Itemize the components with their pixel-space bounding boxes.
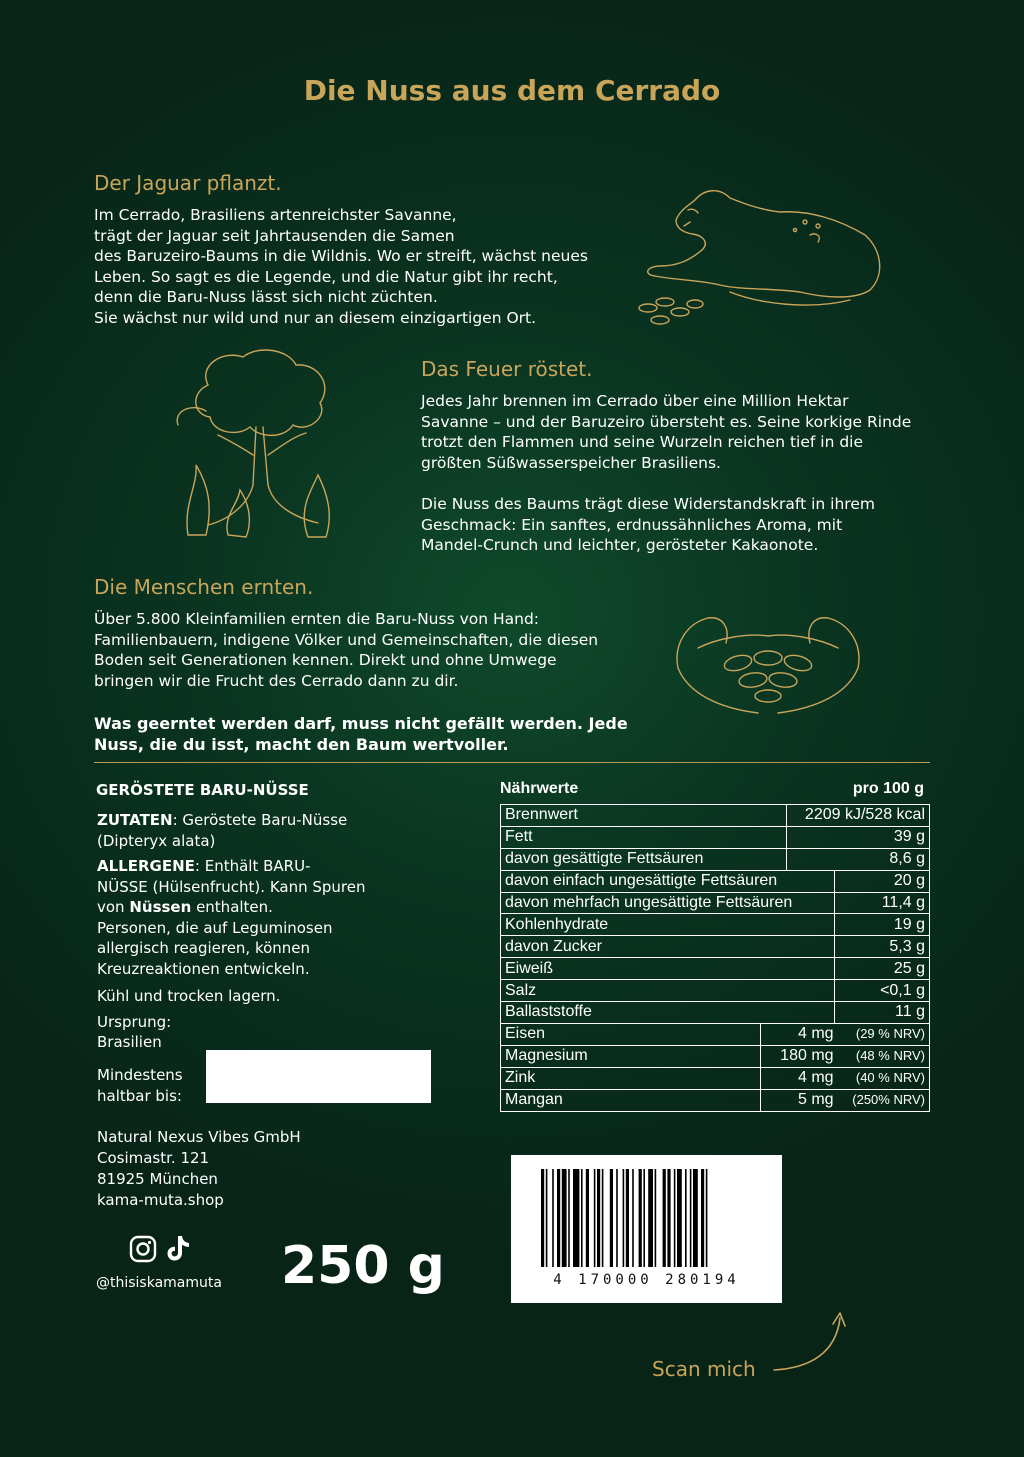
mineral-value: 4 mg (761, 1024, 838, 1046)
instagram-icon[interactable] (129, 1235, 157, 1263)
section-text-fire: Jedes Jahr brennen im Cerrado über eine Million Hektar Savanne – und der Baruzeiro übersteht es. Seine korkige Rinde trotzt den Flammen und seine Wurzeln reichen tief in die größten Süßwasserspeicher Brasiliens. (421, 392, 912, 472)
net-weight: 250 g (281, 1236, 445, 1296)
barcode-bar (706, 1169, 708, 1267)
tagline: Was geerntet werden darf, muss nicht gefällt werden. Jede Nuss, die du isst, macht den Baum wertvoller. (94, 714, 628, 754)
nutrient-value: 5,3 g (835, 936, 930, 958)
table-row (501, 958, 930, 980)
bestbefore-box (206, 1050, 431, 1103)
table-row (501, 914, 930, 936)
table-row (501, 936, 930, 958)
mineral-value: 4 mg (761, 1067, 838, 1089)
barcode-bar (562, 1169, 567, 1267)
barcode-bar (594, 1169, 596, 1267)
social-handle: @thisiskamamuta (96, 1275, 222, 1291)
tree-fire-illustration (168, 345, 348, 545)
barcode-bar (610, 1169, 613, 1267)
company-name: Natural Nexus Vibes GmbH (97, 1128, 301, 1146)
nutrient-label: Fett (501, 826, 787, 848)
nutrient-value: <0,1 g (835, 980, 930, 1002)
section-divider (94, 762, 930, 763)
allergens-text-3b: enthalten. (191, 898, 273, 916)
allergens-text-3a: von (97, 898, 130, 916)
nutrient-label: Ballaststoffe (501, 1002, 835, 1024)
nutrient-label: davon Zucker (501, 936, 835, 958)
table-row (501, 826, 930, 848)
nutrient-label: Kohlenhydrate (501, 914, 835, 936)
allergens-text-1: : Enthält BARU- (194, 857, 311, 875)
barcode-bar (690, 1169, 692, 1267)
mineral-nrv: (40 % NRV) (838, 1067, 930, 1089)
barcode-bar (685, 1169, 687, 1267)
barcode-bar (541, 1169, 544, 1267)
barcode-bar (655, 1169, 657, 1267)
table-row (501, 1024, 930, 1046)
barcode-bar (639, 1169, 642, 1267)
company-website[interactable]: kama-muta.shop (97, 1191, 224, 1209)
mineral-label: Zink (501, 1067, 761, 1089)
nutrient-label: Eiweiß (501, 958, 835, 980)
origin-value: Brasilien (97, 1033, 162, 1051)
table-row (501, 1067, 930, 1089)
allergens-block (97, 856, 417, 979)
mineral-value: 180 mg (761, 1045, 838, 1067)
product-name: GERÖSTETE BARU-NÜSSE (96, 781, 309, 799)
barcode-bar (616, 1169, 618, 1267)
section-heading-people: Die Menschen ernten. (94, 575, 314, 599)
ingredients-latin: (Dipteryx alata) (97, 831, 216, 850)
origin-label: Ursprung: (97, 1013, 172, 1031)
nutrient-label: davon gesättigte Fettsäuren (501, 848, 787, 870)
barcode-bar (643, 1169, 645, 1267)
barcode-digits: 4 170000 280194 (553, 1272, 740, 1288)
nutrient-label: davon einfach ungesättigte Fettsäuren (501, 870, 835, 892)
table-row (501, 1089, 930, 1111)
barcode-bar (623, 1169, 625, 1267)
nutrient-value: 39 g (787, 826, 930, 848)
barcode[interactable] (511, 1155, 782, 1303)
nutrient-label: Salz (501, 980, 835, 1002)
table-row (501, 870, 930, 892)
scan-label: Scan mich (652, 1357, 756, 1381)
barcode-bar (597, 1169, 600, 1267)
allergens-text-4: Personen, die auf Leguminosen allergisch reagieren, können Kreuzreaktionen entwickeln. (97, 918, 333, 978)
mineral-label: Magnesium (501, 1045, 761, 1067)
mineral-nrv: (29 % NRV) (838, 1024, 930, 1046)
barcode-bar (674, 1169, 676, 1267)
ingredients-text: : Geröstete Baru-Nüsse (172, 811, 348, 829)
table-row (501, 805, 930, 827)
ingredients-block (97, 810, 397, 851)
section-text-people: Über 5.800 Kleinfamilien ernten die Baru-Nuss von Hand: Familienbauern, indigene Völker und Gemeinschaften, die diesen Boden seit Generationen kennen. Direkt und ohne Umwege bringen wir die Frucht des Cerrado dann zu dir. (94, 610, 599, 690)
table-row (501, 892, 930, 914)
company-street: Cosimastr. 121 (97, 1149, 210, 1167)
barcode-bar (677, 1169, 682, 1267)
jaguar-illustration (620, 180, 890, 330)
nutrition-header-left: Nährwerte (500, 780, 579, 797)
mineral-label: Mangan (501, 1089, 761, 1111)
barcode-bar (632, 1169, 634, 1267)
nutrient-value: 11,4 g (835, 892, 930, 914)
table-row (501, 1045, 930, 1067)
barcode-bar (568, 1169, 570, 1267)
storage-text: Kühl und trocken lagern. (97, 987, 281, 1005)
mineral-label: Eisen (501, 1024, 761, 1046)
curved-arrow-icon (770, 1308, 850, 1378)
table-row (501, 980, 930, 1002)
section-heading-fire: Das Feuer röstet. (421, 357, 593, 381)
barcode-bar (626, 1169, 629, 1267)
barcode-bar (648, 1169, 653, 1267)
barcode-bar (557, 1169, 560, 1267)
barcode-bar (663, 1169, 666, 1267)
allergens-label: ALLERGENE (97, 857, 195, 875)
page-title: Die Nuss aus dem Cerrado (303, 74, 721, 107)
ingredients-label: ZUTATEN (97, 811, 173, 829)
barcode-bar (552, 1169, 554, 1267)
barcode-bar (573, 1169, 579, 1267)
nutrition-table (500, 804, 930, 1024)
nutrition-header-right: pro 100 g (852, 780, 924, 797)
barcode-bar (667, 1169, 670, 1267)
nutrition-header (500, 780, 930, 798)
nutrient-value: 20 g (835, 870, 930, 892)
section-text-jaguar: Im Cerrado, Brasiliens artenreichster Savanne, trägt der Jaguar seit Jahrtausenden die Samen des Baruzeiro-Baums in die Wildnis. Wo er streift, wächst neues Leben. So sagt es die Legende, und die Natur gibt ihr recht, denn die Baru-Nuss lässt sich nicht züchten. Sie wächst nur wild und nur an diesem einzigartigen Ort. (94, 206, 588, 327)
section-heading-jaguar: Der Jaguar pflanzt. (94, 171, 282, 195)
barcode-bar (693, 1169, 698, 1267)
nutrient-label: Brennwert (501, 805, 787, 827)
table-row (501, 1002, 930, 1024)
barcode-bar (581, 1169, 583, 1267)
allergens-text-2: NÜSSE (Hülsenfrucht). Kann Spuren (97, 877, 366, 896)
table-row (501, 848, 930, 870)
mineral-nrv: (250% NRV) (838, 1089, 930, 1111)
minerals-table (500, 1023, 930, 1112)
nutrient-label: davon mehrfach ungesättigte Fettsäuren (501, 892, 835, 914)
allergens-bold: Nüssen (129, 898, 192, 916)
nutrient-value: 25 g (835, 958, 930, 980)
section-text-fire-2: Die Nuss des Baums trägt diese Widerstandskraft in ihrem Geschmack: Ein sanftes, erdnussähnliches Aroma, mit Mandel-Crunch und leichter, gerösteter Kakaonote. (421, 495, 875, 555)
nutrient-value: 8,6 g (787, 848, 930, 870)
hands-nuts-illustration (668, 608, 868, 728)
barcode-bar (546, 1169, 548, 1267)
bestbefore-label: Mindestens haltbar bis: (97, 1066, 183, 1105)
tiktok-icon[interactable] (165, 1234, 191, 1262)
barcode-bar (586, 1169, 589, 1267)
mineral-value: 5 mg (761, 1089, 838, 1111)
mineral-nrv: (48 % NRV) (838, 1045, 930, 1067)
nutrient-value: 2209 kJ/528 kcal (787, 805, 930, 827)
nutrient-value: 11 g (835, 1002, 930, 1024)
barcode-bar (602, 1169, 604, 1267)
nutrient-value: 19 g (835, 914, 930, 936)
barcode-bar (701, 1169, 704, 1267)
company-city: 81925 München (97, 1170, 218, 1188)
